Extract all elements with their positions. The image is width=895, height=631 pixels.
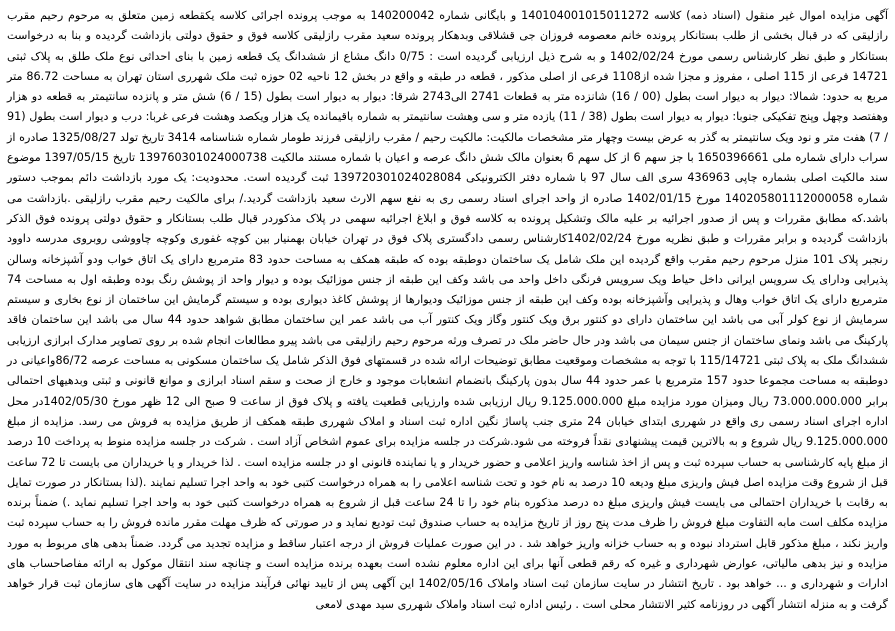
auction-notice-body: آگهی مزایده اموال غیر منقول (اسناد ذمه) کلاسه 140104001015011272 و بایگانی شماره 140200042 به موجب پرونده اجرائی کلاسه یکقطعه زمین متعلق به مرحوم رحیم مقرب رازلیقی که در قبال بخشی از طلب بستانکار پرونده خانم معصومه فروزان جی قشلاقی وبدهکار پرونده سعید مقرب رازلیقی کلاسه فوق و حقوق دولتی بازداشت گردیده و بنا به درخواست بستانکار و طبق نظر کارشناس رسمی مورخ 1402/02/24 و به شرح ذیل ارزیابی گردیده است : 0/75 دانگ مشاع از ششدانگ یک قطعه زمین با بنای احداثی نوع ملک طلق به پلاک ثبتی 14721 فرعی از 115 اصلی ، مفروز و مجزا شده از1108 فرعی از اصلی مذکور ، قطعه در طبقه و واقع در بخش 12 ناحیه 02 حوزه ثبت ملک شهرری استان تهران به مساحت 86.72 متر مربع به حدود: شمالا: دیوار به دیوار است بطول (00 / 16) شانزده متر به قطعات 2741 الی2743 شرقا: دیوار به دیوار است بطول (15 / 6) شش متر و پانزده سانتیمتر به قطعه دو هزار وهفتصد وچهل وپنج تفکیکی جنوبا: دیوار به دیوار است بطول (38 / 11) یازده متر و سی وهشت سانتیمتر به شماره باقیمانده یک هزار ویکصد وهشت فرعی غربا: درب و دیوار است بطول (91 / 7) هفت متر و نود ویک سانتیمتر به گذر به عرض بیست وچهار متر مشخصات مالکیت: مالکیت رحیم / مقرب رازلیقی فرزند طومار شماره شناسنامه 3414 تاریخ تولد 1325/08/27 صادره از سراب دارای شماره ملی 1650396661 با جز سهم 6 از کل سهم 6 بعنوان مالک شش دانگ عرصه و اعیان با شماره مستند مالکیت 139760301024000738 تاریخ 1397/05/15 موضوع سند مالکیت اصلی بشماره چاپی 436963 سری الف سال 97 با شماره دفتر الکترونیکی 139720301024028084 ثبت گردیده است. محدودیت: یک مورد بازداشت دائم بموجب دستور شماره 140205801112000058 مورخ 1402/01/15 صادره از واحد اجرای اسناد رسمی ری به نفع سهم الارث سعید بازداشت گردید./ برای مالکیت رحیم مقرب رازلیقی .بازداشت می باشد.که مطابق مقررات و پس از صدور اجرائیه بر علیه مالک وتشکیل پرونده به کلاسه فوق و ابلاغ اجرائیه سهمی در پلاک مذکوردر قبال طلب بستانکار و حقوق دولتی پرونده فوق الذکر بازداشت گردیده و برابر مقررات و طبق نظریه مورخ 1402/02/24کارشناس رسمی دادگستری پلاک فوق در تهران خیابان بهمنیار بین کوچه غفوری وکوچه چاووشی روبروی مدرسه داوود رنجبر پلاک 101 منزل مرحوم رحیم مقرب واقع گردیده این ملک شامل یک ساختمان دوطبقه بوده که طبقه همکف به مساحت حدود 83 مترمربع دارای یک اتاق خواب ودو آشپزخانه وسالن پذیرایی ودارای یک سرویس ایرانی داخل حیاط ویک سرویس فرنگی داخل واحد می باشد وکف این طبقه از جنس موزائیک بوده و دیوار واحد از پوشش رنگ بوده وطبقه اول به مساحت 74 مترمربع دارای یک اتاق خواب وهال و پذیرایی وآشپزخانه بوده وکف این طبقه از جنس موزائیک ودیوارها از پوشش کاغذ دیواری بوده و سیستم گرمایش این ساختمان از نوع بخاری و سیستم سرمایش از نوع کولر آبی می باشد این ساختمان دارای دو کنتور برق ویک کنتور وگاز ویک کنتور آب می باشد عمر این ساختمان مطابق شواهد حدود 44 سال می باشد این ساختمان فاقد پارکینگ می باشد ونمای ساختمان از جنس سیمان می باشد ودر حال حاضر ملک در تصرف ورثه مرحوم رحیم رازلیقی می باشد پیرو مطالعات انجام شده بر روی تصاویر مدارک ابرازی ارزیابی ششدانگ ملک به پلاک ثبتی 115/14721 با توجه به مشخصات وموقعیت مطابق توضیحات ارائه شده در قسمتهای فوق الذکر شامل یک ساختمان مسکونی به مساحت عرصه 86/72واعیانی در دوطبقه به مساحت مجموعا حدود 157 مترمربع با عمر حدود 44 سال بدون پارکینگ بانضمام انشعابات موجود و خارج از صحت و سقم اسناد ابرازی و موانع قانونی و ثبتی وبدهیهای احتمالی برابر 73.000.000.000 ریال ومیزان مورد مزایده مبلغ 9.125.000.000 ریال ارزیابی شده وارزیابی قطعیت یافته و پلاک فوق از ساعت 9 صبح الی 12 ظهر مورخ 1402/05/30در محل اداره اجرای اسناد رسمی ری واقع در شهرری ابتدای خیابان 24 متری جنب پاساژ نگین اداره ثبت اسناد و املاک شهرری طبقه همکف از طریق مزایده به فروش می رسد. مزایده از مبلغ 9.125.000.000 ریال شروع و به بالاترین قیمت پیشنهادی نقداً فروخته می شود.شرکت در جلسه مزایده برای عموم اشخاص آزاد است . شرکت در جلسه مزایده منوط به پرداخت 10 درصد از مبلغ پایه کارشناسی به حساب سپرده ثبت و پس از اخذ شناسه واریز اعلامی و حضور خریدار و یا نماینده قانونی او در جلسه مزایده است . لذا خریدار و یا خریداران می بایست تا 72 ساعت قبل از شروع وقت مزایده اصل فیش واریزی مبلغ ودیعه 10 درصد به نام خود و تحت شناسه اعلامی را به همراه درخواست کتبی خود به واحد اجرا تسلیم نمایند .(لذا بستانکار در صورت تمایل به رقابت با خریداران احتمالی می بایست فیش واریزی مبلغ ده درصد مذکوره بنام خود را تا 24 ساعت قبل از شروع به همراه درخواست کتبی خود به واحد اجرا تسلیم نماید .) ضمناً برنده مزایده مکلف است مابه التفاوت مبلغ فروش را ظرف مدت پنج روز از تاریخ مزایده به حساب صندوق ثبت تودیع نماید و در صورتی که ظرف مهلت مقرر مانده فروش را به حساب سپرده ثبت واریز نکند ، مبلغ مذکور قابل استرداد نبوده و به حساب خزانه واریز خواهد شد . در این صورت عملیات فروش از درجه اعتبار ساقط و مزایده تجدید می گردد. ضمناً بدهی های مربوط به مورد مزایده و نیز بدهی مالیاتی، عوارض شهرداری و غیره که رقم قطعی آنها برای این اداره معلوم نشده است بعهده برنده مزایده است و چنانچه سند انتقال موکول به ارائه مفاصاحساب های ادارات و شهرداری و ... خواهد بود . تاریخ انتشار در سایت سازمان ثبت اسناد واملاک 1402/05/16 این آگهی پس از تایید نهائی فرآیند مزایده در سایت آگهی های سازمان ثبت قرار خواهد گرفت و به منزله انتشار آگهی در روزنامه کثیر الانتشار محلی است . رئیس اداره ثبت اسناد واملاک شهرری سید مهدی لامعی [7,9,889,611]
